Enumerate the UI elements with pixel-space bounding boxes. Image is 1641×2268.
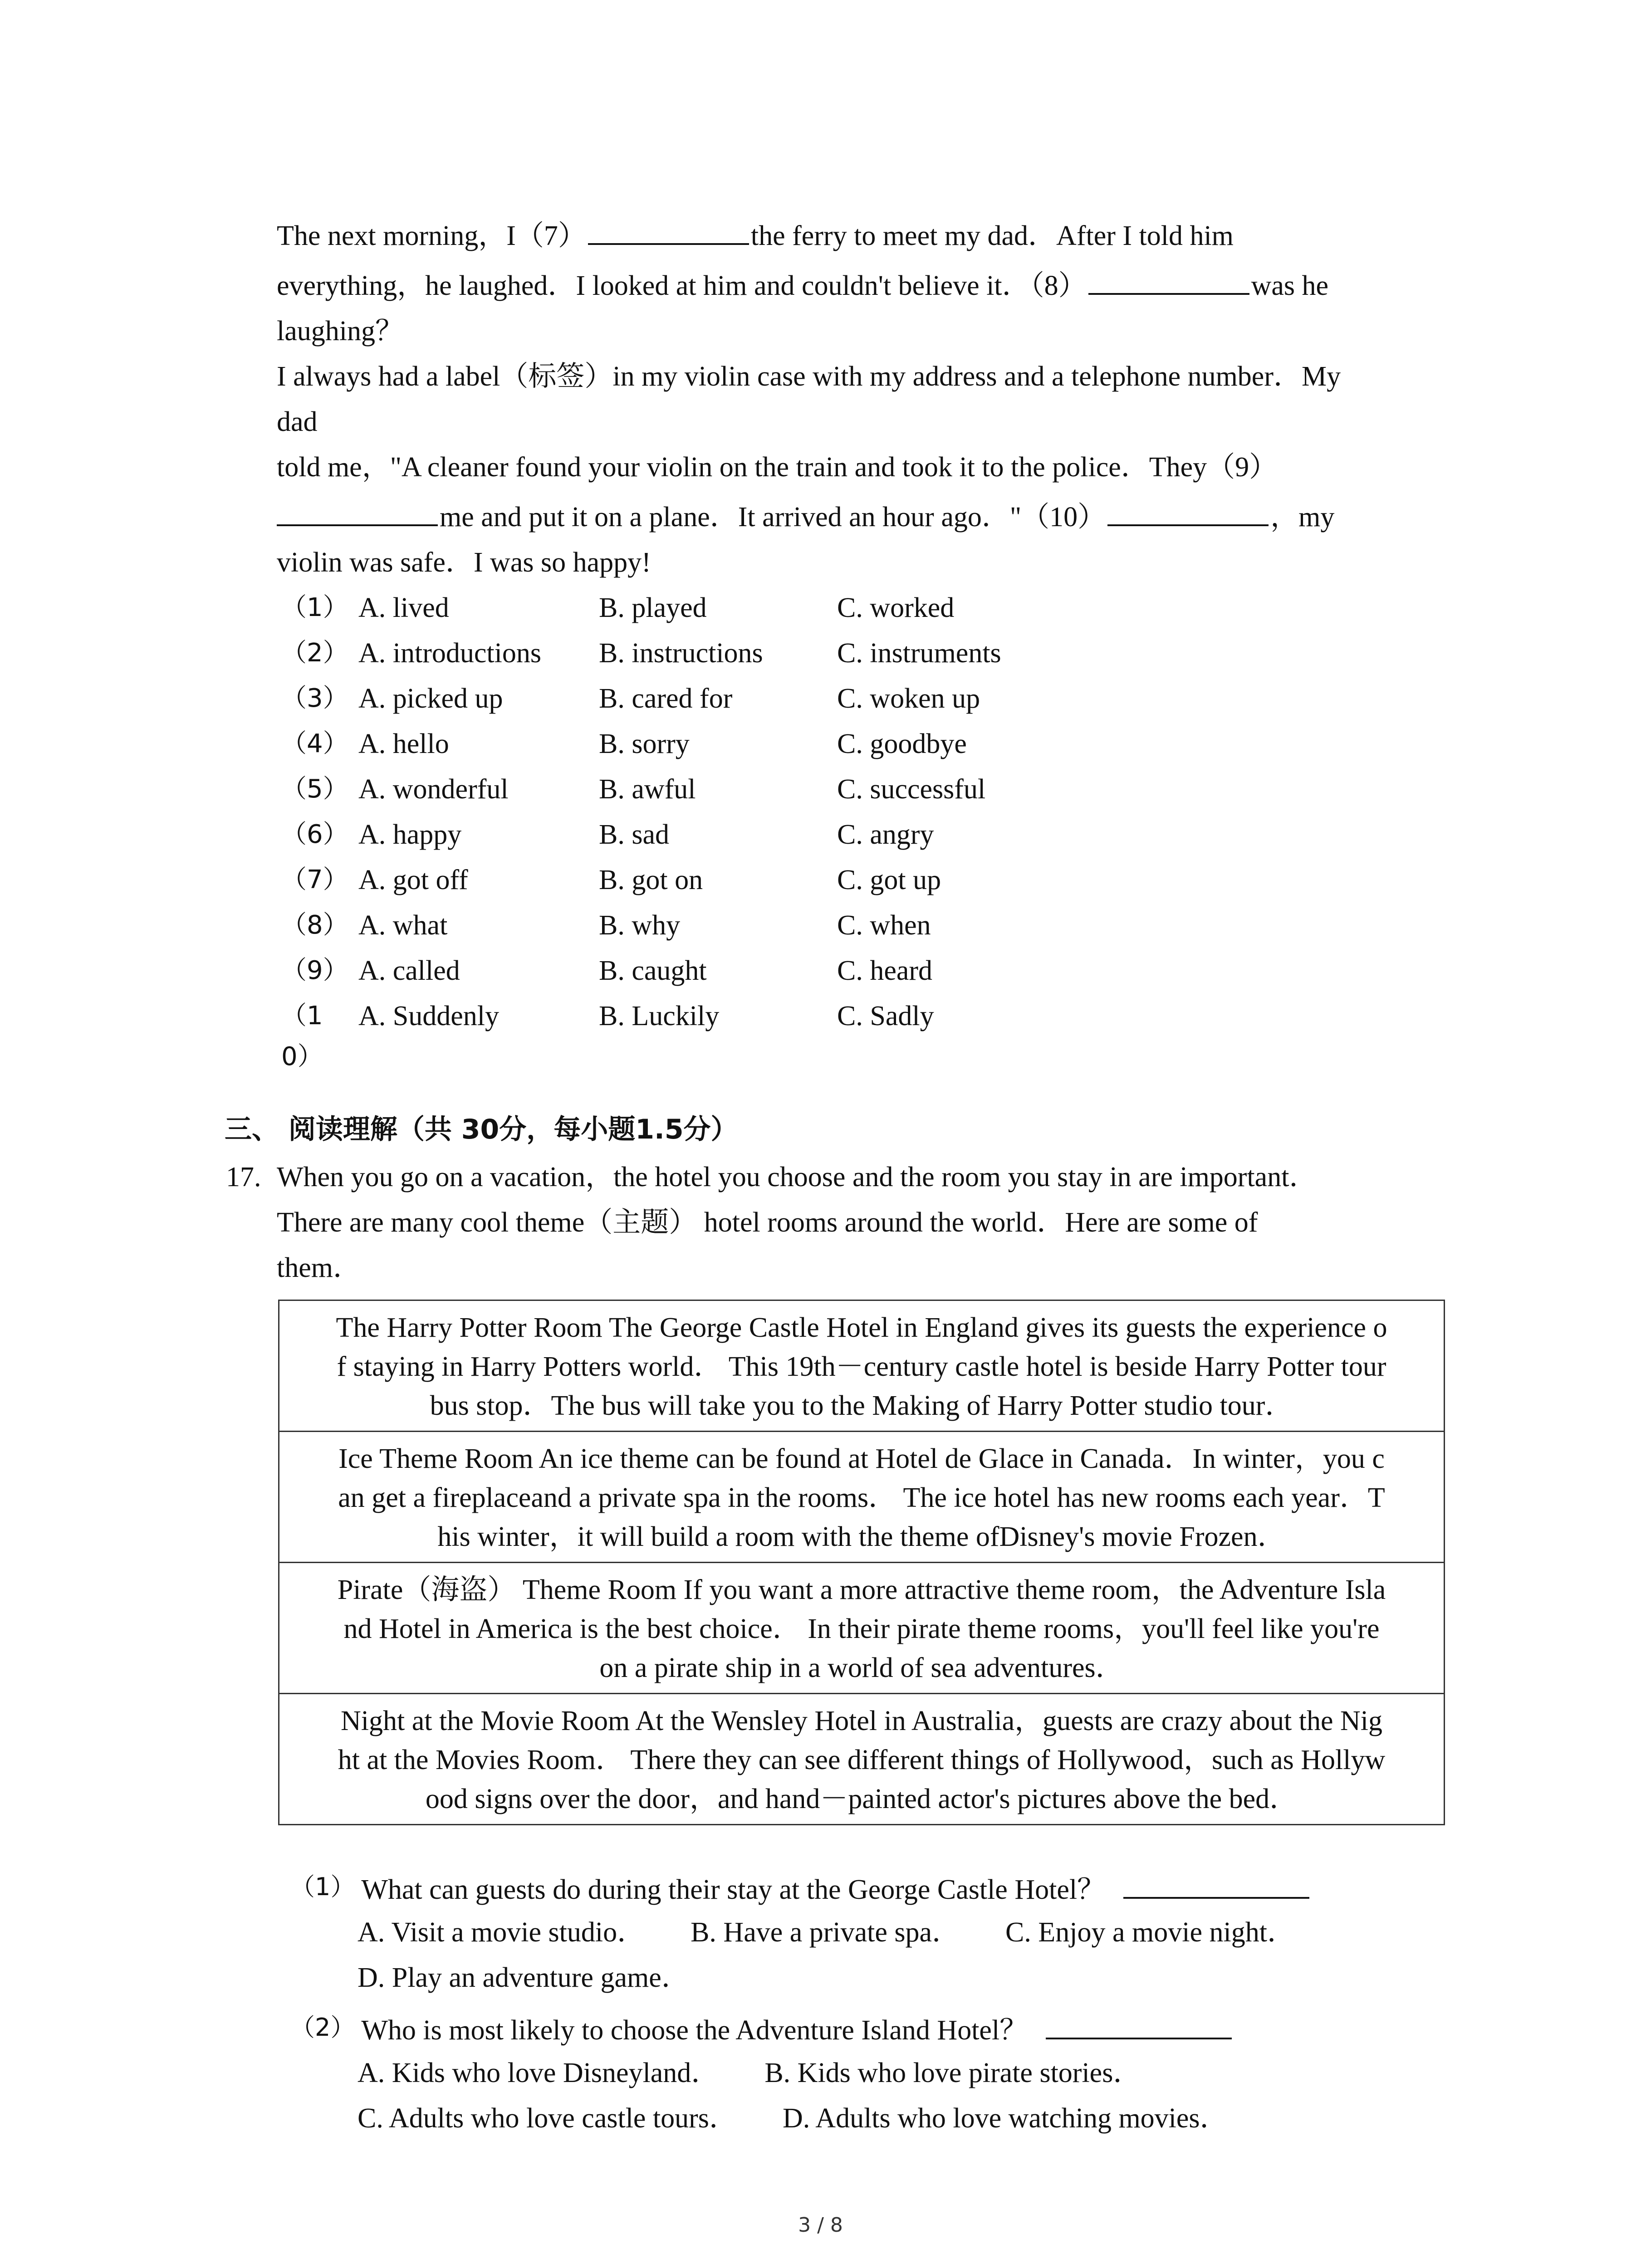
answer-options-2: [358, 2050, 1186, 2096]
answer-blank-8[interactable]: [1088, 266, 1249, 295]
option-a[interactable]: A. Visit a movie studio．: [358, 1917, 646, 1948]
sub-question-text: Who is most likely to choose the Adventure Island Hotel？: [361, 2015, 1028, 2046]
cell-line: nd Hotel in America is the best choice． In their pirate theme rooms，you'll feel like you're: [343, 1613, 1380, 1644]
answer-options-1: [358, 1910, 1341, 1955]
option-a[interactable]: A. Kids who love Disneyland．: [358, 2058, 720, 2088]
option-c[interactable]: C. when: [837, 910, 931, 941]
option-c[interactable]: C. woken up: [837, 683, 980, 714]
option-b[interactable]: B. sorry: [599, 728, 690, 759]
sub-question-number: （2）: [290, 2013, 355, 2042]
sub-question-1: [290, 1864, 1311, 1912]
option-c[interactable]: C. instruments: [837, 638, 1001, 669]
table-cell: [279, 1694, 1445, 1825]
passage-line-4: I always had a label（标签）in my violin case with my address and a telephone number．My: [277, 361, 1341, 392]
q17-intro-line-1: When you go on a vacation，the hotel you choose and the room you stay in are important．: [277, 1162, 1318, 1193]
option-d[interactable]: D. Play an adventure game．: [358, 1962, 690, 1993]
passage-text: the ferry to meet my dad．After I told him: [750, 220, 1234, 251]
option-c[interactable]: C. successful: [837, 774, 986, 805]
table-row: [279, 1432, 1445, 1563]
sub-question-2: [290, 2005, 1234, 2053]
option-c[interactable]: C. heard: [837, 955, 933, 986]
option-a[interactable]: A. lived: [358, 592, 449, 623]
option-number: （6）: [281, 820, 348, 849]
option-b[interactable]: B. Have a private spa．: [691, 1917, 960, 1948]
option-c[interactable]: C. Enjoy a movie night．: [1005, 1917, 1295, 1948]
passage-line-8: violin was safe．I was so happy!: [277, 547, 651, 578]
option-number-wrap: 0）: [281, 1042, 323, 1071]
answer-blank-9[interactable]: [277, 497, 438, 526]
passage-line-1: [277, 213, 1234, 259]
answer-blank-q1[interactable]: [1123, 1870, 1309, 1899]
option-b[interactable]: B. Luckily: [599, 1001, 720, 1031]
section-title: 三、 阅读理解（共 30分，每小题1.5分）: [225, 1114, 738, 1145]
table-cell: [279, 1432, 1445, 1563]
q17-intro-line-3: them．: [277, 1252, 361, 1283]
option-b[interactable]: B. caught: [599, 955, 707, 986]
cell-line: ht at the Movies Room． There they can see different things of Hollywood，such as Hollyw: [338, 1745, 1386, 1775]
option-c[interactable]: C. goodbye: [837, 728, 967, 759]
option-c[interactable]: C. angry: [837, 819, 934, 850]
option-b[interactable]: B. played: [599, 592, 707, 623]
answer-blank-7[interactable]: [588, 216, 749, 245]
q17-intro-line-2: There are many cool theme（主题） hotel rooms around the world．Here are some of: [277, 1207, 1258, 1238]
option-a[interactable]: A. got off: [358, 865, 468, 895]
passage-text: me and put it on a plane．It arrived an hour ago．"（10）: [440, 502, 1106, 533]
option-a[interactable]: A. picked up: [358, 683, 503, 714]
passage-line-5: dad: [277, 406, 318, 437]
page-number: 3 / 8: [798, 2214, 843, 2237]
cell-line: Ice Theme Room An ice theme can be found at Hotel de Glace in Canada．In winter，you c: [338, 1443, 1385, 1474]
option-a[interactable]: A. happy: [358, 819, 462, 850]
table-cell: [279, 1563, 1445, 1694]
table-cell: [279, 1300, 1445, 1432]
passage-text: everything，he laughed．I looked at him and couldn't believe it．（8）: [277, 270, 1087, 301]
answer-options-2b: [358, 2096, 1274, 2141]
cell-line: on a pirate ship in a world of sea adventures．: [599, 1652, 1124, 1683]
table-row: [279, 1300, 1445, 1432]
cell-line: The Harry Potter Room The George Castle Hotel in England gives its guests the experience o: [336, 1312, 1387, 1343]
answer-options-1b: [358, 1955, 735, 2000]
option-number: （5）: [281, 774, 348, 804]
option-a[interactable]: A. hello: [358, 728, 449, 759]
option-a[interactable]: A. introductions: [358, 638, 541, 669]
passage-text: ，my: [1270, 502, 1335, 533]
option-number: （1: [281, 1001, 323, 1031]
option-c[interactable]: C. got up: [837, 865, 941, 895]
option-b[interactable]: B. cared for: [599, 683, 733, 714]
option-b[interactable]: B. got on: [599, 865, 703, 895]
table-row: [279, 1563, 1445, 1694]
option-c[interactable]: C. Adults who love castle tours．: [358, 2103, 737, 2134]
option-a[interactable]: A. called: [358, 955, 460, 986]
option-b[interactable]: B. awful: [599, 774, 696, 805]
answer-blank-q2[interactable]: [1046, 2010, 1232, 2039]
option-b[interactable]: B. why: [599, 910, 681, 941]
cell-line: Night at the Movie Room At the Wensley Hotel in Australia，guests are crazy about the Nig: [341, 1706, 1382, 1736]
cell-line: f staying in Harry Potters world． This 19th－century castle hotel is beside Harry Potter tour: [337, 1351, 1386, 1382]
passage-text: was he: [1251, 270, 1329, 301]
sub-question-text: What can guests do during their stay at the George Castle Hotel？: [361, 1874, 1106, 1905]
cell-line: his winter，it will build a room with the theme ofDisney's movie Frozen．: [437, 1521, 1286, 1552]
option-b[interactable]: B. sad: [599, 819, 669, 850]
option-c[interactable]: C. worked: [837, 592, 955, 623]
option-a[interactable]: A. wonderful: [358, 774, 509, 805]
option-number: （3）: [281, 684, 348, 713]
cell-line: ood signs over the door，and hand－painted actor's pictures above the bed．: [425, 1784, 1298, 1814]
cell-line: Pirate（海盗） Theme Room If you want a more attractive theme room，the Adventure Isla: [337, 1574, 1386, 1605]
option-number: （8）: [281, 910, 348, 940]
option-number: （4）: [281, 729, 348, 758]
option-b[interactable]: B. Kids who love pirate stories．: [764, 2058, 1141, 2088]
option-number: （9）: [281, 956, 348, 985]
cell-line: an get a fireplaceand a private spa in the rooms． The ice hotel has new rooms each year．T: [338, 1482, 1385, 1513]
option-c[interactable]: C. Sadly: [837, 1001, 934, 1031]
sub-question-number: （1）: [290, 1872, 355, 1901]
passage-line-3: laughing？: [277, 316, 403, 347]
option-number: （7）: [281, 865, 348, 894]
passage-line-7: [277, 494, 1334, 540]
table-row: [279, 1694, 1445, 1825]
option-a[interactable]: A. what: [358, 910, 448, 941]
passage-line-6: told me，"A cleaner found your violin on the train and took it to the police．They（9）: [277, 452, 1278, 483]
passage-line-2: [277, 263, 1328, 308]
question-number: 17.: [226, 1162, 261, 1193]
passage-text: The next morning，I（7）: [277, 220, 586, 251]
option-b[interactable]: B. instructions: [599, 638, 763, 669]
option-a[interactable]: A. Suddenly: [358, 1001, 499, 1031]
option-d[interactable]: D. Adults who love watching movies．: [782, 2103, 1228, 2134]
hotel-rooms-table: [278, 1300, 1445, 1825]
cell-line: bus stop．The bus will take you to the Making of Harry Potter studio tour．: [430, 1390, 1293, 1421]
answer-blank-10[interactable]: [1107, 497, 1269, 526]
option-number: （1）: [281, 593, 348, 622]
option-number: （2）: [281, 638, 348, 668]
